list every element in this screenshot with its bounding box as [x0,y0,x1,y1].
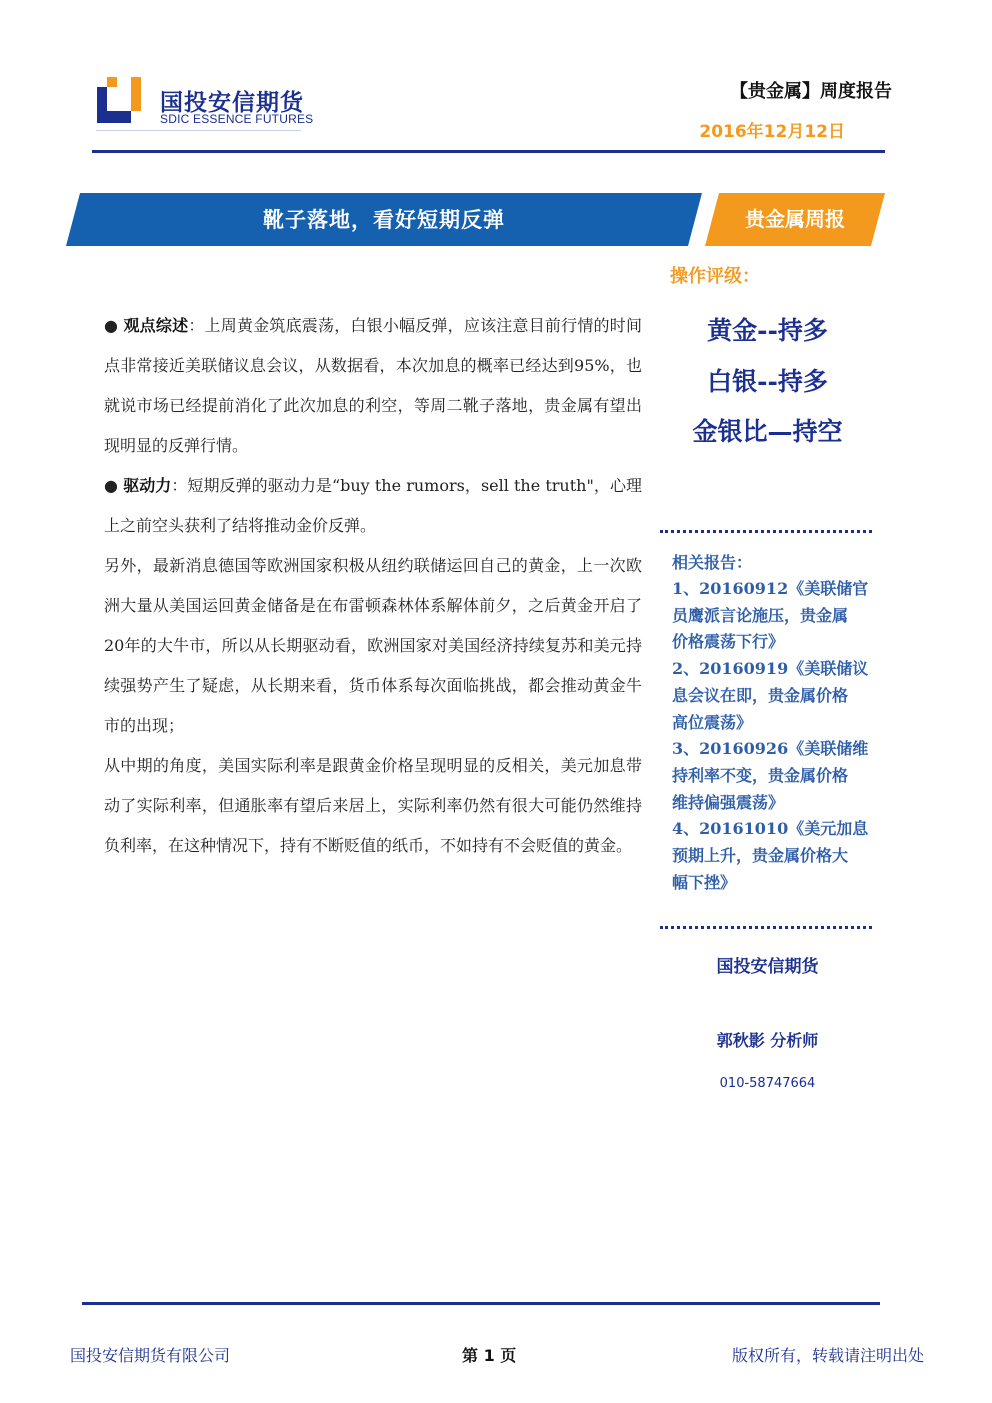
report-title: 靴子落地，看好短期反弹 [263,207,505,232]
main-body [104,306,642,866]
related-reports-list [672,576,877,896]
report-date: 2016年12月12日 [699,122,845,142]
paragraph-driver [104,466,642,546]
related-report-line[interactable]: 高位震荡》 [672,712,753,732]
logo-chinese-name: 国投安信期货 [160,90,304,116]
header-divider [92,150,885,153]
logo-underline [96,130,301,131]
related-report-line[interactable]: 员鹰派言论施压，贵金属 [672,605,849,625]
rating-gold: 黄金--持多 [707,316,828,345]
rating-gold-silver-ratio: 金银比—持空 [692,417,843,446]
company-logo-icon [97,77,141,123]
footer-company: 国投安信期货有限公司 [70,1346,231,1365]
related-report-line[interactable]: 持利率不变，贵金属价格 [672,765,849,785]
driver-label: 驱动力 [123,476,172,495]
paragraph-summary [104,306,642,466]
footer-copyright: 版权所有，转载请注明出处 [731,1346,924,1365]
related-report-line[interactable]: 4、20161010《美元加息 [672,819,869,839]
driver-text: ：短期反弹的驱动力是“buy the rumors，sell the truth"，心理上之前空头获利了结将推动金价反弹。 [104,476,642,535]
rating-label: 操作评级： [670,266,760,287]
related-report-line[interactable]: 幅下挫》 [672,872,737,892]
analyst-phone: 010-58747664 [719,1076,816,1091]
dotted-divider [660,530,872,533]
dotted-divider [660,926,872,929]
related-report-line[interactable]: 3、20160926《美联储维 [672,739,869,759]
category-tag-label: 贵金属周报 [745,207,845,231]
related-reports-title: 相关报告： [672,553,753,572]
summary-label: 观点综述 [123,316,189,335]
related-report-line[interactable]: 息会议在即，贵金属价格 [672,685,849,705]
related-report-line[interactable]: 价格震荡下行》 [672,632,785,652]
summary-text: ：上周黄金筑底震荡，白银小幅反弹，应该注意目前行情的时间点非常接近美联储议息会议，从数据看，本次加息的概率已经达到95%，也就说市场已经提前消化了此次加息的利空，等周二靴子落地，贵金属有望出现明显的反弹行情。 [104,316,642,455]
related-report-line[interactable]: 1、20160912《美联储官 [672,579,869,598]
related-report-line[interactable]: 2、20160919《美联储议 [672,659,869,679]
related-report-line[interactable]: 维持偏强震荡》 [672,792,785,812]
footer-divider [82,1302,880,1305]
bullet-icon: ● [104,316,119,335]
sidebar-company-name: 国投安信期货 [716,957,819,977]
related-report-line[interactable]: 预期上升，贵金属价格大 [672,846,849,866]
paragraph-long-term: 另外，最新消息德国等欧洲国家积极从纽约联储运回自己的黄金，上一次欧洲大量从美国运回黄金储备是在布雷顿森林体系解体前夕，之后黄金开启了20年的大牛市，所以从长期驱动看，欧洲国家对美国经济持续复苏和美元持续强势产生了疑虑，从长期来看，货币体系每次面临挑战，都会推动黄金牛市的出现； [104,556,642,735]
logo-english-name: SDIC ESSENCE FUTURES [160,112,314,126]
paragraph-mid-term: 从中期的角度，美国实际利率是跟黄金价格呈现明显的反相关，美元加息带动了实际利率，但通胀率有望后来居上，实际利率仍然有很大可能仍然维持负利率，在这种情况下，持有不断贬值的纸币，不如持有不会贬值的黄金。 [104,756,642,855]
rating-silver: 白银--持多 [707,367,828,396]
page-number: 第 1 页 [462,1346,517,1365]
analyst-name: 郭秋影 分析师 [716,1031,819,1050]
bullet-icon: ● [104,476,119,495]
report-type: 【贵金属】周度报告 [730,81,892,102]
